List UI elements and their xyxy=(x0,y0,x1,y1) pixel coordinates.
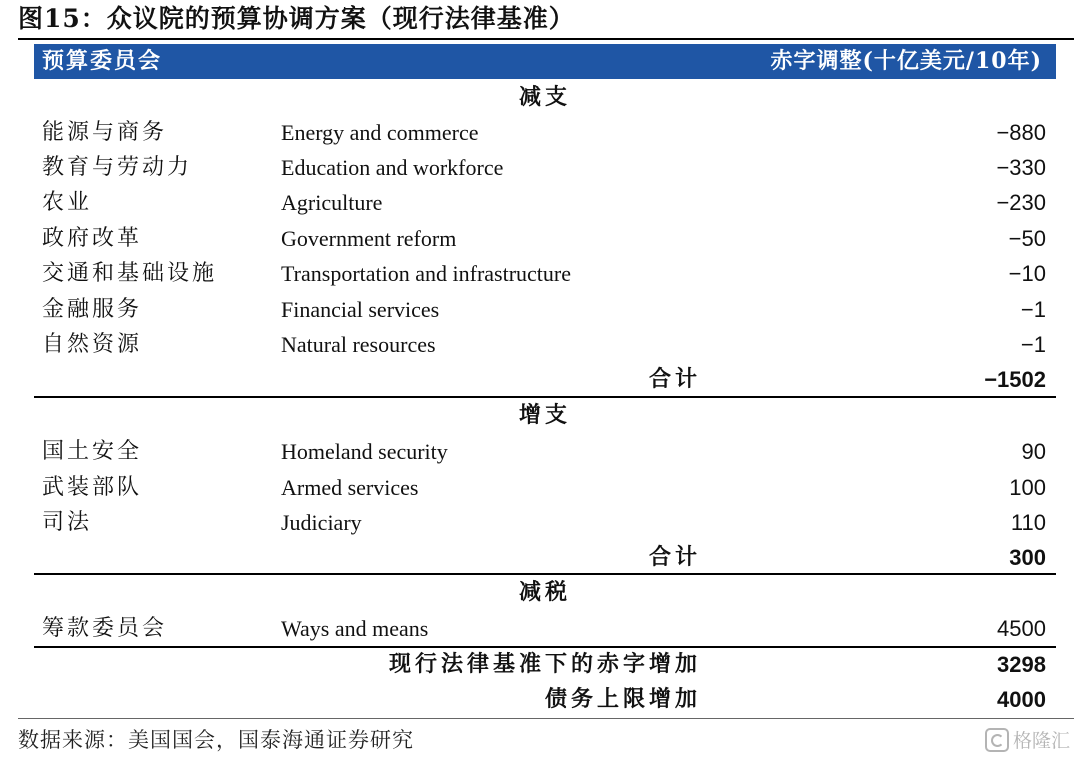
row-value: −50 xyxy=(1008,226,1046,251)
row-value: 100 xyxy=(1009,475,1046,500)
row-en-label: Natural resources xyxy=(281,332,436,357)
title-divider xyxy=(18,38,1074,40)
row-en-label: Financial services xyxy=(281,297,440,322)
row-en-label: Homeland security xyxy=(281,439,448,464)
summary-row xyxy=(34,647,1056,682)
row-value: 90 xyxy=(1021,439,1046,464)
summary-row xyxy=(34,682,1056,717)
subtotal-row xyxy=(34,540,1056,575)
table-header xyxy=(34,44,1056,79)
row-en-label: Ways and means xyxy=(281,616,429,641)
subtotal-label: 合计 xyxy=(648,366,701,392)
table-row xyxy=(34,505,1056,540)
table-row xyxy=(34,434,1056,469)
row-cn-label: 教育与劳动力 xyxy=(42,155,193,180)
watermark xyxy=(985,727,1070,757)
watermark-text: 格隆汇 xyxy=(1012,731,1070,752)
row-cn-label: 自然资源 xyxy=(42,332,143,357)
row-en-label: Government reform xyxy=(281,226,457,251)
header-value-label: 赤字调整(十亿美元/10年) xyxy=(770,48,1042,74)
row-cn-label: 政府改革 xyxy=(42,226,143,251)
subtotal-value: −1502 xyxy=(984,367,1046,392)
summary-value: 3298 xyxy=(997,652,1046,677)
footer-divider xyxy=(18,718,1074,719)
subtotal-label: 合计 xyxy=(648,544,701,570)
row-cn-label: 武装部队 xyxy=(42,475,143,500)
table-row xyxy=(34,256,1056,291)
row-en-label: Energy and commerce xyxy=(281,120,479,145)
watermark-logo-icon xyxy=(985,728,1009,752)
subtotal-row xyxy=(34,362,1056,397)
row-value: 110 xyxy=(1010,510,1046,535)
summary-value: 4000 xyxy=(997,687,1046,712)
row-en-label: Transportation and infrastructure xyxy=(281,261,572,286)
table-row xyxy=(34,115,1056,150)
row-en-label: Judiciary xyxy=(281,510,362,535)
row-value: −230 xyxy=(996,190,1046,215)
row-value: −1 xyxy=(1020,332,1046,357)
header-committee-label: 预算委员会 xyxy=(42,48,163,74)
summary-label: 现行法律基准下的赤字增加 xyxy=(388,651,701,677)
row-value: −880 xyxy=(996,120,1046,145)
row-en-label: Education and workforce xyxy=(281,155,504,180)
source-note: 数据来源：美国国会，国泰海通证券研究 xyxy=(18,728,414,752)
table-row xyxy=(34,292,1056,327)
row-cn-label: 交通和基础设施 xyxy=(42,261,218,286)
table-row xyxy=(34,611,1056,646)
table-row xyxy=(34,185,1056,220)
section-increases-label: 增支 xyxy=(518,402,571,428)
table-row xyxy=(34,327,1056,362)
row-value: −10 xyxy=(1008,261,1046,286)
table-row xyxy=(34,470,1056,505)
row-en-label: Agriculture xyxy=(281,190,383,215)
figure-title: 图15：众议院的预算协调方案（现行法律基准） xyxy=(18,4,575,33)
row-cn-label: 金融服务 xyxy=(42,297,143,322)
row-en-label: Armed services xyxy=(281,475,419,500)
row-cn-label: 筹款委员会 xyxy=(42,616,168,641)
table-row xyxy=(34,150,1056,185)
table-row xyxy=(34,221,1056,256)
row-cn-label: 国土安全 xyxy=(42,439,143,464)
row-value: −1 xyxy=(1020,297,1046,322)
summary-label: 债务上限增加 xyxy=(544,686,701,712)
row-value: −330 xyxy=(996,155,1046,180)
row-cn-label: 能源与商务 xyxy=(42,120,168,145)
row-cn-label: 司法 xyxy=(42,510,93,535)
row-cn-label: 农业 xyxy=(42,190,93,215)
section-cuts-label: 减支 xyxy=(518,84,571,110)
subtotal-value: 300 xyxy=(1009,545,1046,570)
section-tax-cuts-label: 减税 xyxy=(518,579,571,605)
row-value: 4500 xyxy=(997,616,1046,641)
